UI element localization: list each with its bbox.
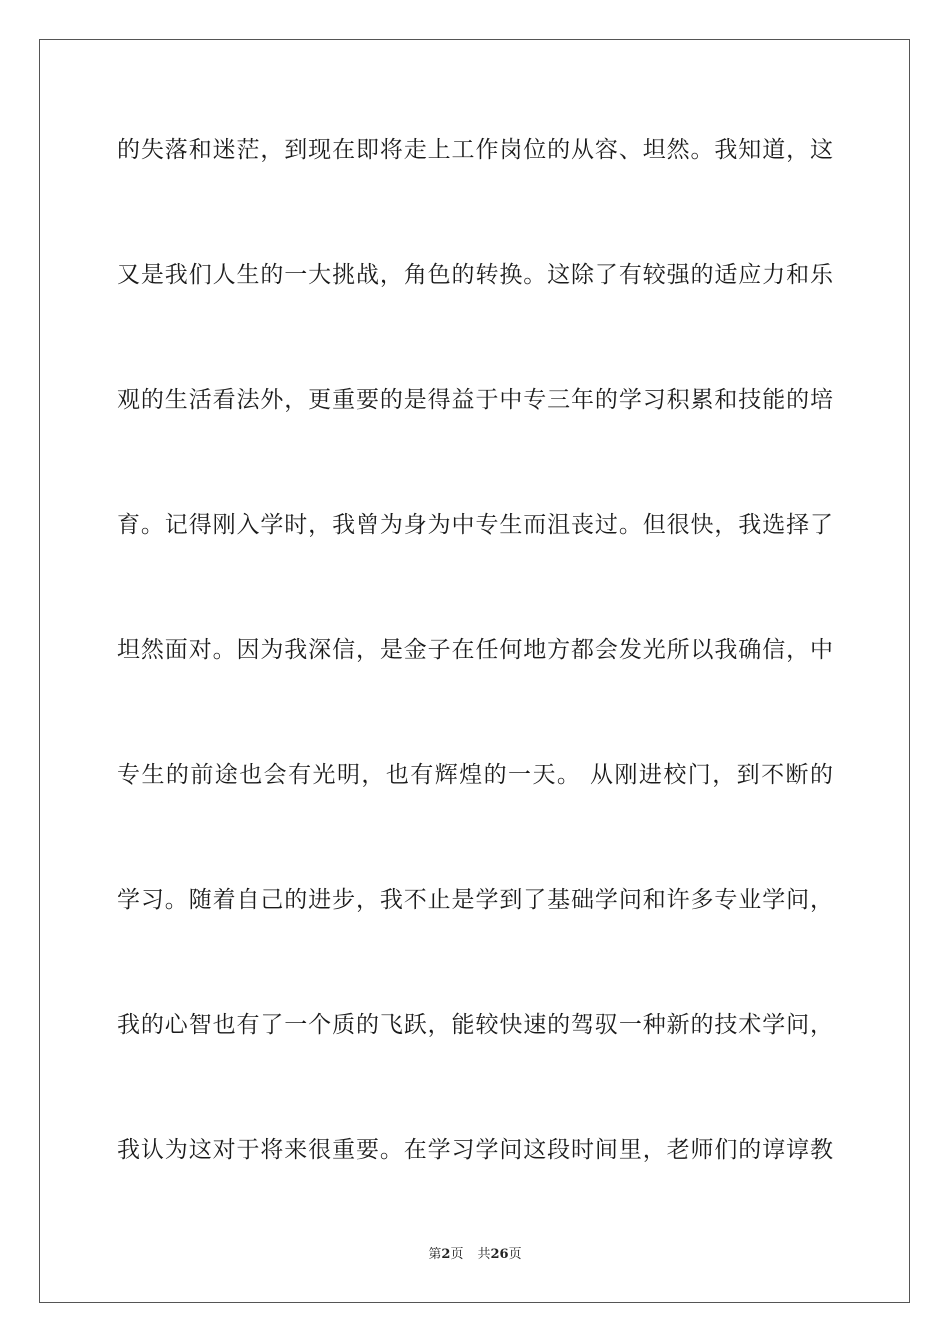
text-line-5: 坦然面对。因为我深信，是金子在任何地方都会发光所以我确信，中 <box>117 637 833 663</box>
text-line-6: 专生的前途也会有光明，也有辉煌的一天。 从刚进校门，到不断的 <box>117 762 833 788</box>
page-prefix: 第 <box>428 1247 442 1262</box>
page-suffix: 页 <box>450 1247 464 1262</box>
text-line-3: 观的生活看法外，更重要的是得益于中专三年的学习积累和技能的培 <box>117 387 833 413</box>
text-line-8: 我的心智也有了一个质的飞跃，能较快速的驾驭一种新的技术学问， <box>117 1012 833 1038</box>
text-line-9: 我认为这对于将来很重要。在学习学问这段时间里，老师们的谆谆教 <box>117 1137 833 1163</box>
page-border <box>39 39 910 1303</box>
text-line-7: 学习。随着自己的进步，我不止是学到了基础学问和许多专业学问， <box>117 887 833 913</box>
page-footer <box>0 1246 950 1264</box>
total-suffix: 页 <box>508 1247 522 1262</box>
page-number: 2 <box>441 1247 451 1262</box>
text-line-2: 又是我们人生的一大挑战，角色的转换。这除了有较强的适应力和乐 <box>117 262 833 288</box>
total-prefix: 共 <box>477 1247 491 1262</box>
text-line-1: 的失落和迷茫，到现在即将走上工作岗位的从容、坦然。我知道，这 <box>117 137 833 163</box>
total-pages: 26 <box>490 1247 509 1262</box>
text-line-4: 育。记得刚入学时，我曾为身为中专生而沮丧过。但很快，我选择了 <box>117 512 833 538</box>
